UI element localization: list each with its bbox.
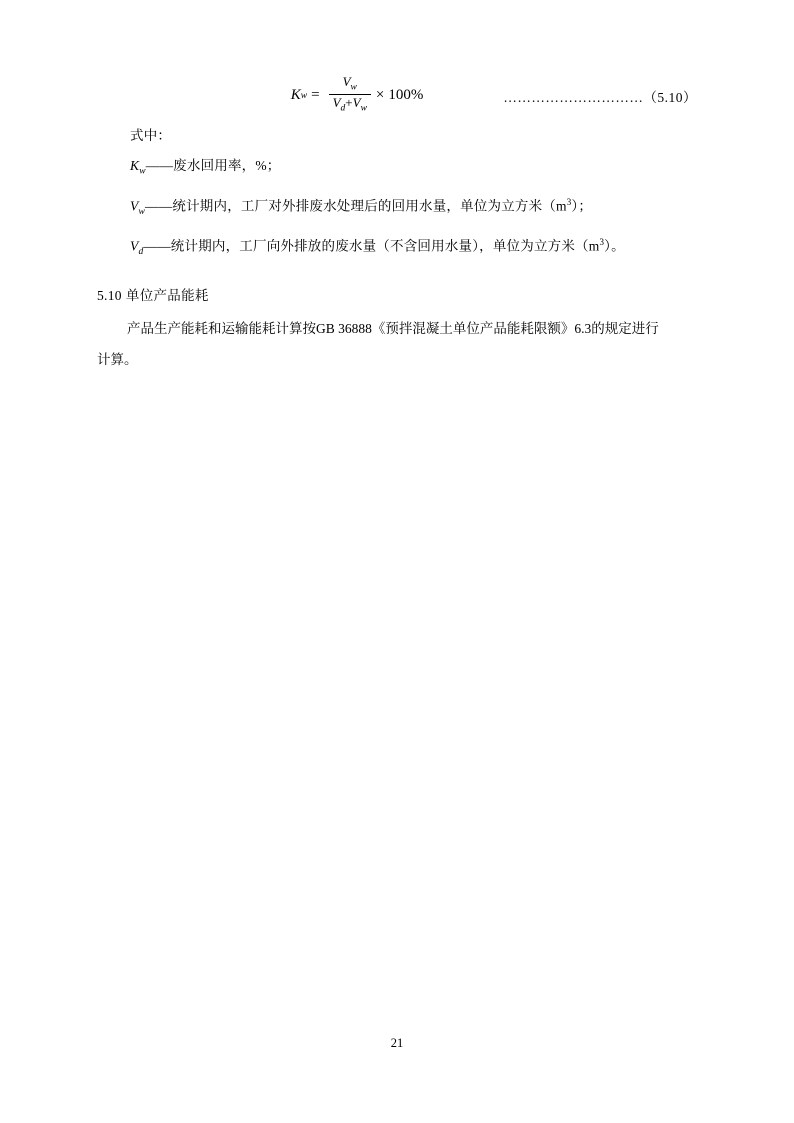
formula-block	[97, 76, 697, 115]
definition-item	[97, 187, 697, 227]
definition-tail: ）。	[604, 238, 625, 254]
definition-tail: ）；	[571, 198, 593, 214]
where-label: 式中：	[130, 128, 172, 144]
formula-denominator-var-b: V	[352, 95, 361, 111]
section-heading	[97, 281, 697, 311]
definition-superscript: 3	[566, 196, 572, 207]
formula-expression	[291, 76, 424, 115]
page-number: 21	[390, 1036, 404, 1050]
formula-denominator-sub-a: d	[340, 103, 346, 114]
definition-text: ——统计期内，工厂对外排废水处理后的回用水量，单位为立方米（m	[145, 198, 567, 214]
paragraph-lead: 产品生产能耗和运输能耗计算按GB 36888《	[127, 321, 386, 337]
definition-symbol-subscript: w	[139, 166, 146, 177]
definition-symbol: K	[130, 158, 140, 174]
section-number: 5.10	[97, 288, 122, 304]
formula-denominator-var-a: V	[332, 95, 341, 111]
definition-text: ——统计期内，工厂向外排放的废水量（不含回用水量），单位为立方米（m	[143, 238, 600, 254]
formula-numerator	[339, 75, 361, 94]
definition-text: ——废水回用率，%；	[145, 158, 281, 174]
page-content	[97, 60, 697, 375]
definition-symbol: V	[130, 198, 139, 214]
formula-lhs-subscript: w	[300, 90, 308, 101]
definition-item	[97, 227, 697, 267]
formula-number-tag: …………………………（5.10）	[503, 89, 697, 105]
definition-superscript: 3	[599, 236, 605, 247]
formula-lhs: K	[290, 87, 301, 104]
formula-denominator	[329, 94, 371, 114]
definition-symbol: V	[130, 238, 139, 254]
formula-denominator-sub-b: w	[360, 103, 367, 114]
formula-equals: =	[311, 87, 320, 104]
formula-numerator-var: V	[342, 74, 351, 89]
formula-percent: 100%	[388, 87, 424, 104]
paragraph-second-line: 计算。	[97, 352, 138, 368]
definition-symbol-subscript: d	[138, 247, 144, 258]
formula-numerator-sub: w	[350, 82, 357, 93]
section-paragraph	[97, 313, 697, 375]
formula-times: ×	[375, 87, 385, 104]
formula-fraction	[329, 75, 371, 114]
formula-denominator-plus: +	[345, 95, 353, 111]
section-title: 单位产品能耗	[125, 288, 209, 304]
standard-title: 预拌混凝土单位产品能耗限额	[385, 321, 561, 337]
paragraph-mid: 》6.3的规定进行	[560, 321, 659, 337]
definition-item	[97, 151, 697, 187]
definition-symbol-subscript: w	[138, 206, 145, 217]
